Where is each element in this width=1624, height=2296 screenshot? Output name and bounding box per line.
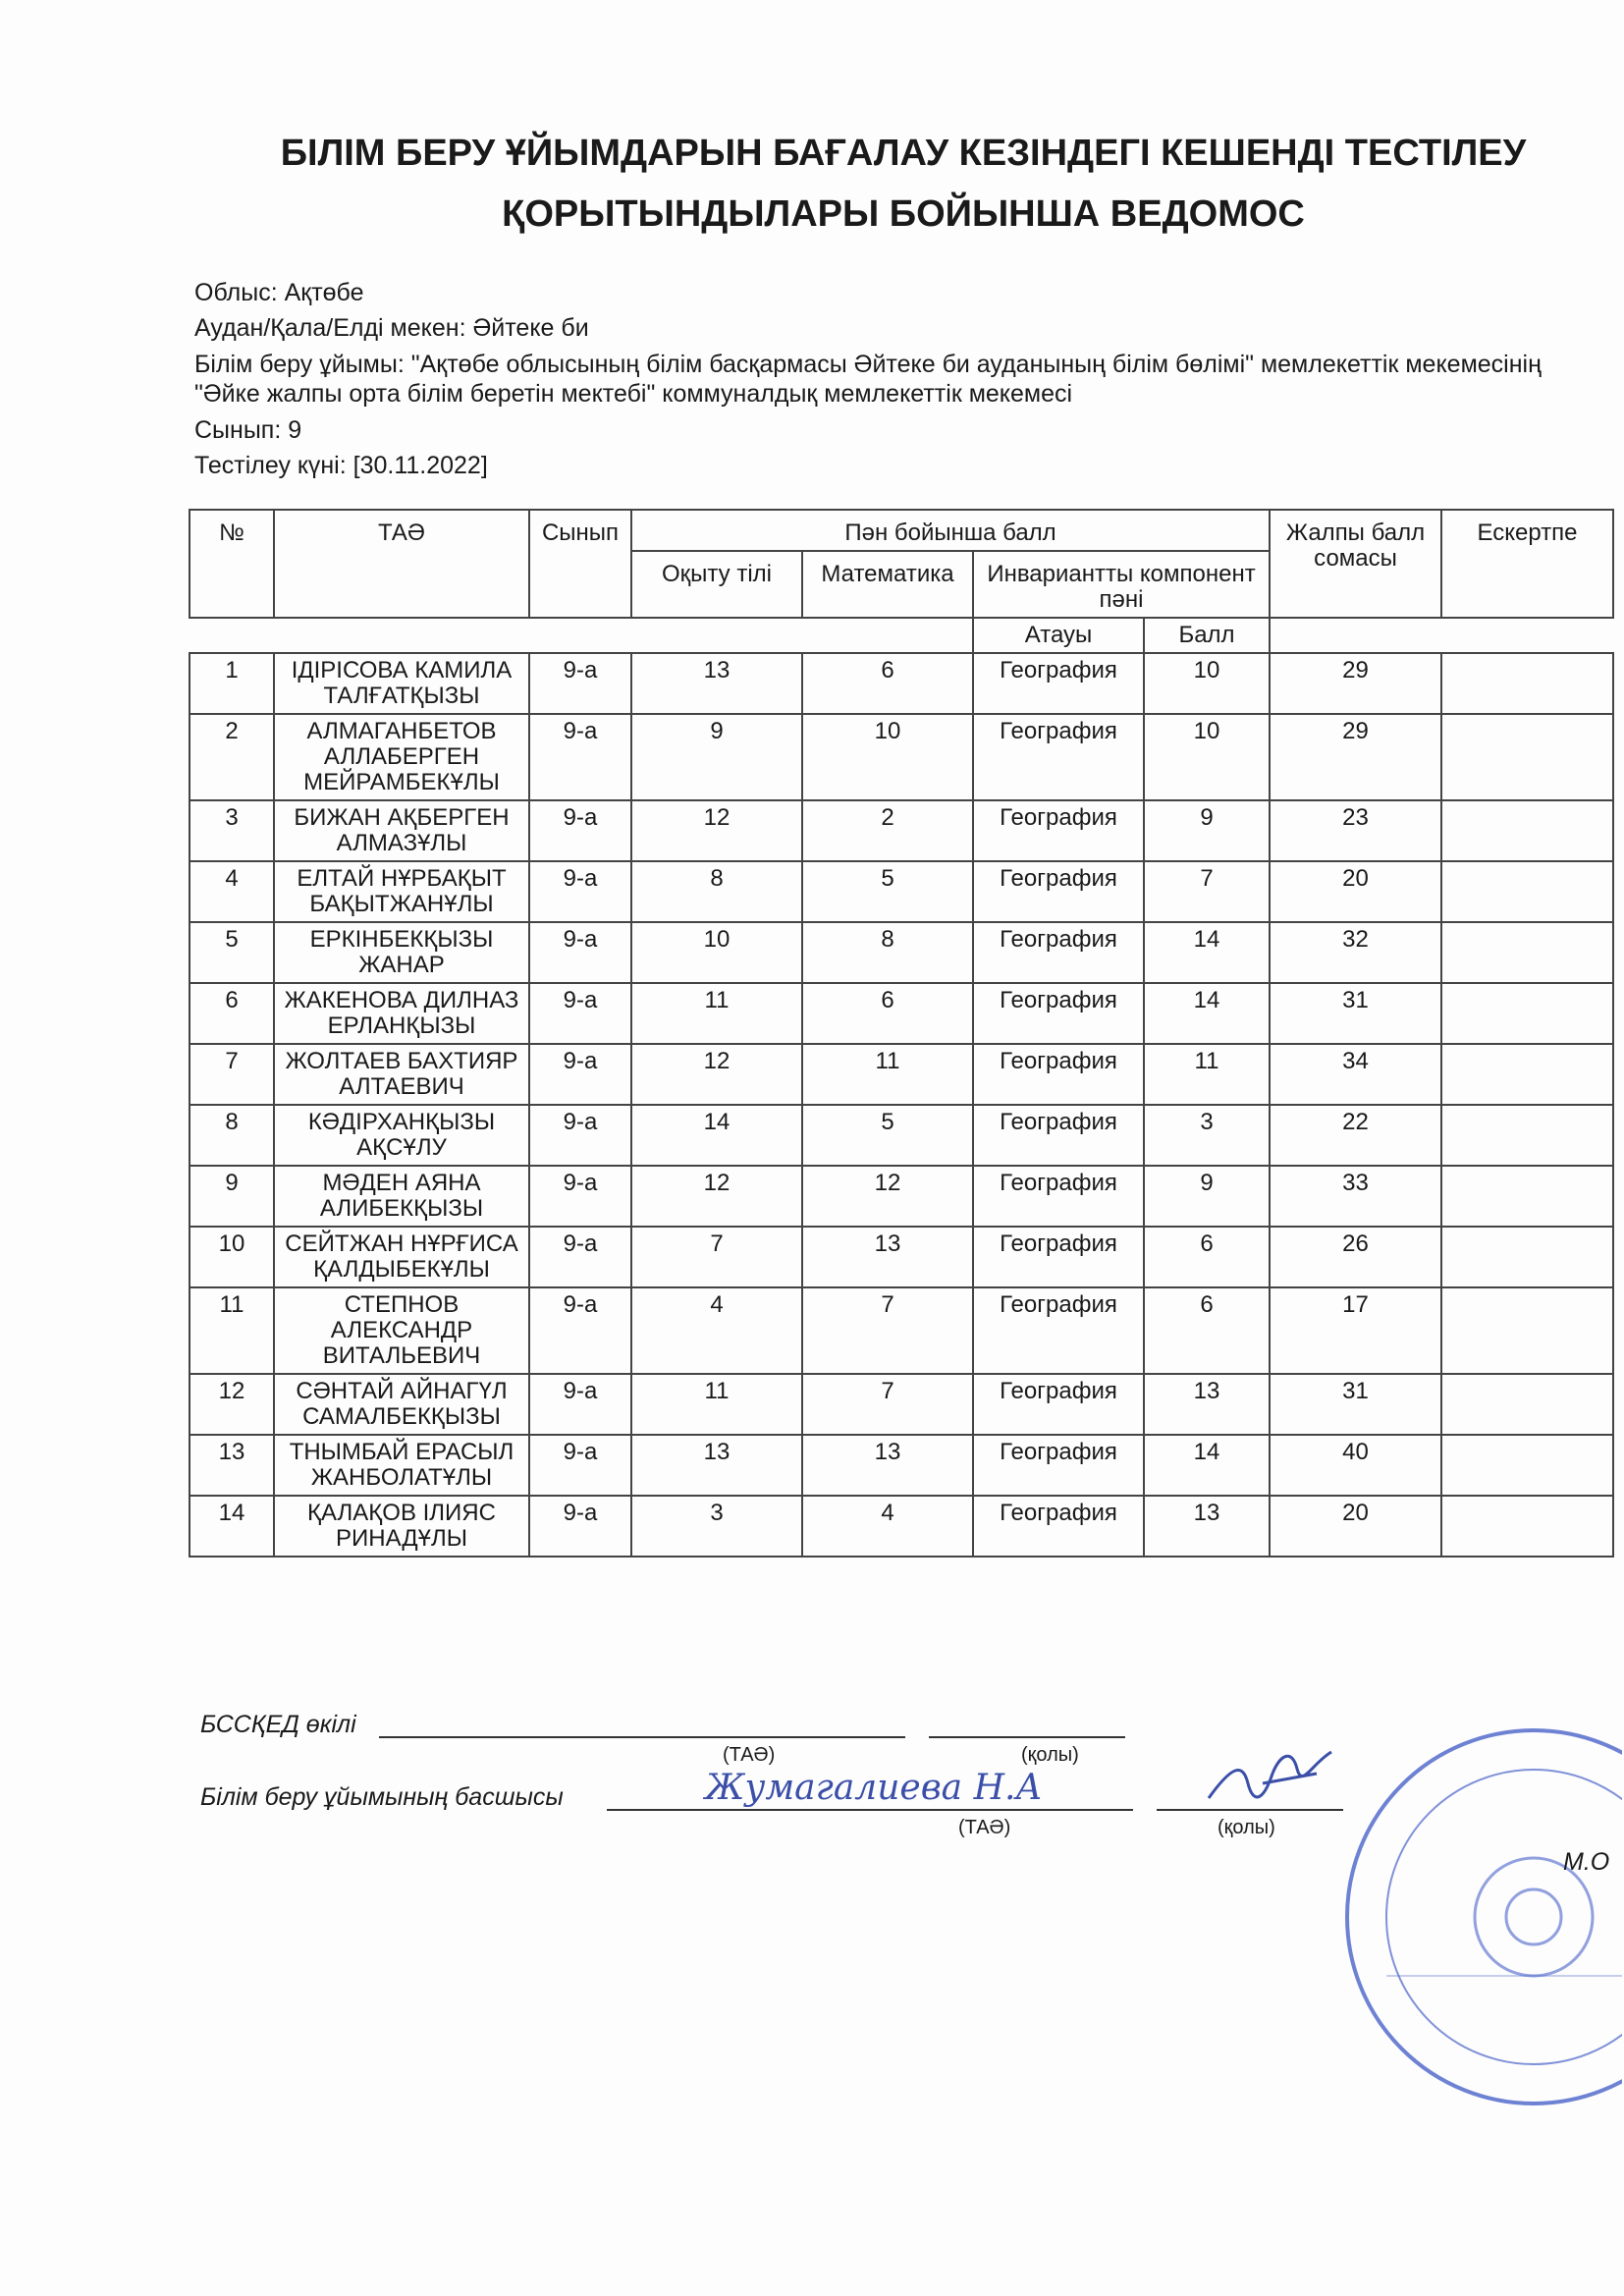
cell-lang: 3 (631, 1496, 802, 1557)
cell-score: 7 (1144, 861, 1270, 922)
cell-score: 13 (1144, 1374, 1270, 1435)
table-row (189, 1496, 1613, 1557)
cell-class: 9-а (529, 800, 631, 861)
table-row (189, 1435, 1613, 1496)
cell-no: 3 (189, 800, 274, 861)
cell-subject: География (973, 861, 1144, 922)
cell-lang: 12 (631, 800, 802, 861)
col-name: ТАӘ (274, 510, 529, 618)
cell-subject: География (973, 653, 1144, 714)
cell-no: 9 (189, 1166, 274, 1227)
cell-no: 10 (189, 1227, 274, 1287)
table-row (189, 1166, 1613, 1227)
cell-subject: География (973, 1374, 1144, 1435)
cell-math: 8 (802, 922, 973, 983)
cell-note (1441, 1287, 1613, 1374)
table-row (189, 800, 1613, 861)
cell-score: 14 (1144, 1435, 1270, 1496)
cell-name: КӘДІРХАНҚЫЗЫ АҚСҰЛУ (274, 1105, 529, 1166)
cell-note (1441, 1496, 1613, 1557)
cell-subject: География (973, 983, 1144, 1044)
cell-note (1441, 653, 1613, 714)
cell-total: 26 (1270, 1227, 1441, 1287)
cell-subject: География (973, 1227, 1144, 1287)
cell-class: 9-а (529, 714, 631, 800)
cell-lang: 14 (631, 1105, 802, 1166)
title-line-1: БІЛІМ БЕРУ ҰЙЫМДАРЫН БАҒАЛАУ КЕЗІНДЕГІ КЕШЕНДІ ТЕСТІЛЕУ (280, 133, 1527, 174)
col-note: Ескертпе (1441, 510, 1613, 618)
cell-note (1441, 861, 1613, 922)
cell-subject: География (973, 1287, 1144, 1374)
cell-class: 9-а (529, 1044, 631, 1105)
cell-subject: География (973, 1496, 1144, 1557)
cell-name: ІДІРІСОВА КАМИЛА ТАЛҒАТҚЫЗЫ (274, 653, 529, 714)
cell-note (1441, 922, 1613, 983)
cell-no: 8 (189, 1105, 274, 1166)
cell-total: 31 (1270, 1374, 1441, 1435)
cell-no: 7 (189, 1044, 274, 1105)
cell-lang: 8 (631, 861, 802, 922)
organization: Білім беру ұйымы: "Ақтөбе облысының білім басқармасы Әйтеке би ауданының білім бөлімі" мемлекеттік мекемесінің "Әйке жалпы орта білім беретін мектебі" коммуналдық мемлекеттік мекемесі (194, 351, 1542, 408)
cell-score: 6 (1144, 1227, 1270, 1287)
head-tae-caption: (ТАӘ) (958, 1817, 1011, 1838)
cell-name: ЖАКЕНОВА ДИЛНАЗ ЕРЛАНҚЫЗЫ (274, 983, 529, 1044)
cell-score: 14 (1144, 922, 1270, 983)
head-name-line (607, 1809, 1133, 1811)
head-label: Білім беру ұйымының басшысы (200, 1783, 564, 1811)
cell-lang: 11 (631, 1374, 802, 1435)
cell-note (1441, 1105, 1613, 1166)
table-row (189, 1105, 1613, 1166)
cell-subject: География (973, 1166, 1144, 1227)
cell-math: 5 (802, 861, 973, 922)
cell-no: 1 (189, 653, 274, 714)
cell-no: 14 (189, 1496, 274, 1557)
cell-name: СЕЙТЖАН НҰРҒИСА ҚАЛДЫБЕКҰЛЫ (274, 1227, 529, 1287)
cell-total: 17 (1270, 1287, 1441, 1374)
rep-signature-caption: (қолы) (1021, 1744, 1079, 1766)
cell-subject: География (973, 800, 1144, 861)
cell-name: СӘНТАЙ АЙНАГҮЛ САМАЛБЕКҚЫЗЫ (274, 1374, 529, 1435)
cell-name: ҚАЛАҚОВ ІЛИЯС РИНАДҰЛЫ (274, 1496, 529, 1557)
cell-class: 9-а (529, 1227, 631, 1287)
cell-total: 23 (1270, 800, 1441, 861)
cell-math: 11 (802, 1044, 973, 1105)
cell-note (1441, 983, 1613, 1044)
cell-score: 10 (1144, 714, 1270, 800)
cell-no: 12 (189, 1374, 274, 1435)
rep-signature-line (929, 1736, 1125, 1738)
cell-math: 12 (802, 1166, 973, 1227)
official-stamp (1327, 1721, 1622, 2172)
cell-subject: География (973, 1105, 1144, 1166)
cell-total: 33 (1270, 1166, 1441, 1227)
header-spacer-right (1270, 618, 1613, 653)
signature-scribble (1204, 1744, 1341, 1813)
cell-lang: 4 (631, 1287, 802, 1374)
cell-math: 6 (802, 653, 973, 714)
cell-math: 4 (802, 1496, 973, 1557)
cell-total: 34 (1270, 1044, 1441, 1105)
table-row (189, 1374, 1613, 1435)
header-row-1 (189, 510, 1613, 551)
cell-total: 40 (1270, 1435, 1441, 1496)
cell-note (1441, 1166, 1613, 1227)
rep-tae-caption: (ТАӘ) (723, 1744, 776, 1766)
cell-no: 13 (189, 1435, 274, 1496)
cell-name: МӘДЕН АЯНА АЛИБЕКҚЫЗЫ (274, 1166, 529, 1227)
col-class: Сынып (529, 510, 631, 618)
cell-total: 20 (1270, 861, 1441, 922)
table-row (189, 861, 1613, 922)
table-body (189, 653, 1613, 1557)
col-math: Математика (802, 551, 973, 618)
meta-block (194, 275, 1569, 483)
cell-math: 13 (802, 1435, 973, 1496)
cell-class: 9-а (529, 1496, 631, 1557)
cell-lang: 12 (631, 1044, 802, 1105)
cell-class: 9-а (529, 653, 631, 714)
cell-subject: География (973, 714, 1144, 800)
cell-total: 31 (1270, 983, 1441, 1044)
cell-no: 11 (189, 1287, 274, 1374)
cell-class: 9-а (529, 1435, 631, 1496)
cell-score: 6 (1144, 1287, 1270, 1374)
cell-math: 5 (802, 1105, 973, 1166)
cell-class: 9-а (529, 1105, 631, 1166)
cell-total: 29 (1270, 714, 1441, 800)
table-row (189, 714, 1613, 800)
cell-name: ЖОЛТАЕВ БАХТИЯР АЛТАЕВИЧ (274, 1044, 529, 1105)
mo-label: М.О (1563, 1848, 1610, 1876)
cell-total: 32 (1270, 922, 1441, 983)
table-row (189, 1227, 1613, 1287)
grade: Сынып: 9 (194, 416, 302, 444)
table-row (189, 653, 1613, 714)
col-invariant: Инвариантты компонент пәні (973, 551, 1270, 618)
cell-class: 9-а (529, 1374, 631, 1435)
cell-name: АЛМАГАНБЕТОВ АЛЛАБЕРГЕН МЕЙРАМБЕКҰЛЫ (274, 714, 529, 800)
head-name-handwritten: Жумагалиева Н.А (705, 1768, 1043, 1808)
cell-math: 13 (802, 1227, 973, 1287)
cell-score: 11 (1144, 1044, 1270, 1105)
district: Аудан/Қала/Елді мекен: Әйтеке би (194, 314, 589, 342)
cell-lang: 13 (631, 1435, 802, 1496)
cell-no: 4 (189, 861, 274, 922)
cell-score: 10 (1144, 653, 1270, 714)
cell-total: 22 (1270, 1105, 1441, 1166)
col-inv-score: Балл (1144, 618, 1270, 653)
cell-note (1441, 800, 1613, 861)
region: Облыс: Ақтөбе (194, 279, 364, 306)
cell-name: ТНЫМБАЙ ЕРАСЫЛ ЖАНБОЛАТҰЛЫ (274, 1435, 529, 1496)
col-total: Жалпы балл сомасы (1270, 510, 1441, 618)
cell-score: 3 (1144, 1105, 1270, 1166)
cell-note (1441, 1044, 1613, 1105)
cell-name: СТЕПНОВ АЛЕКСАНДР ВИТАЛЬЕВИЧ (274, 1287, 529, 1374)
cell-math: 2 (802, 800, 973, 861)
cell-subject: География (973, 922, 1144, 983)
cell-total: 20 (1270, 1496, 1441, 1557)
cell-score: 9 (1144, 1166, 1270, 1227)
header-row-3 (189, 618, 1613, 653)
rep-name-line (379, 1736, 905, 1738)
col-lang: Оқыту тілі (631, 551, 802, 618)
col-inv-name: Атауы (973, 618, 1144, 653)
cell-no: 2 (189, 714, 274, 800)
cell-math: 7 (802, 1374, 973, 1435)
cell-class: 9-а (529, 1166, 631, 1227)
cell-name: ЕЛТАЙ НҰРБАҚЫТ БАҚЫТЖАНҰЛЫ (274, 861, 529, 922)
cell-no: 5 (189, 922, 274, 983)
cell-lang: 9 (631, 714, 802, 800)
cell-subject: География (973, 1044, 1144, 1105)
cell-math: 7 (802, 1287, 973, 1374)
cell-score: 13 (1144, 1496, 1270, 1557)
col-no: № (189, 510, 274, 618)
cell-name: ЕРКІНБЕКҚЫЗЫ ЖАНАР (274, 922, 529, 983)
table-row (189, 922, 1613, 983)
cell-note (1441, 1374, 1613, 1435)
cell-lang: 11 (631, 983, 802, 1044)
cell-total: 29 (1270, 653, 1441, 714)
cell-note (1441, 1227, 1613, 1287)
cell-subject: География (973, 1435, 1144, 1496)
cell-note (1441, 714, 1613, 800)
head-signature-caption: (қолы) (1218, 1817, 1275, 1838)
cell-math: 6 (802, 983, 973, 1044)
cell-name: БИЖАН АҚБЕРГЕН АЛМАЗҰЛЫ (274, 800, 529, 861)
cell-score: 9 (1144, 800, 1270, 861)
cell-class: 9-а (529, 983, 631, 1044)
cell-class: 9-а (529, 922, 631, 983)
col-subject-score: Пән бойынша балл (631, 510, 1270, 551)
cell-no: 6 (189, 983, 274, 1044)
cell-class: 9-а (529, 1287, 631, 1374)
title-line-2: ҚОРЫТЫНДЫЛАРЫ БОЙЫНША ВЕДОМОС (502, 193, 1305, 235)
cell-class: 9-а (529, 861, 631, 922)
cell-note (1441, 1435, 1613, 1496)
rep-label: БССҚЕД өкілі (200, 1711, 356, 1738)
header-spacer (189, 618, 973, 653)
cell-lang: 7 (631, 1227, 802, 1287)
table-row (189, 983, 1613, 1044)
cell-lang: 10 (631, 922, 802, 983)
test-date: Тестілеу күні: [30.11.2022] (194, 452, 488, 479)
table-row (189, 1044, 1613, 1105)
document-title (216, 123, 1591, 245)
results-table (189, 509, 1614, 1558)
cell-lang: 12 (631, 1166, 802, 1227)
table-row (189, 1287, 1613, 1374)
cell-lang: 13 (631, 653, 802, 714)
cell-score: 14 (1144, 983, 1270, 1044)
cell-math: 10 (802, 714, 973, 800)
